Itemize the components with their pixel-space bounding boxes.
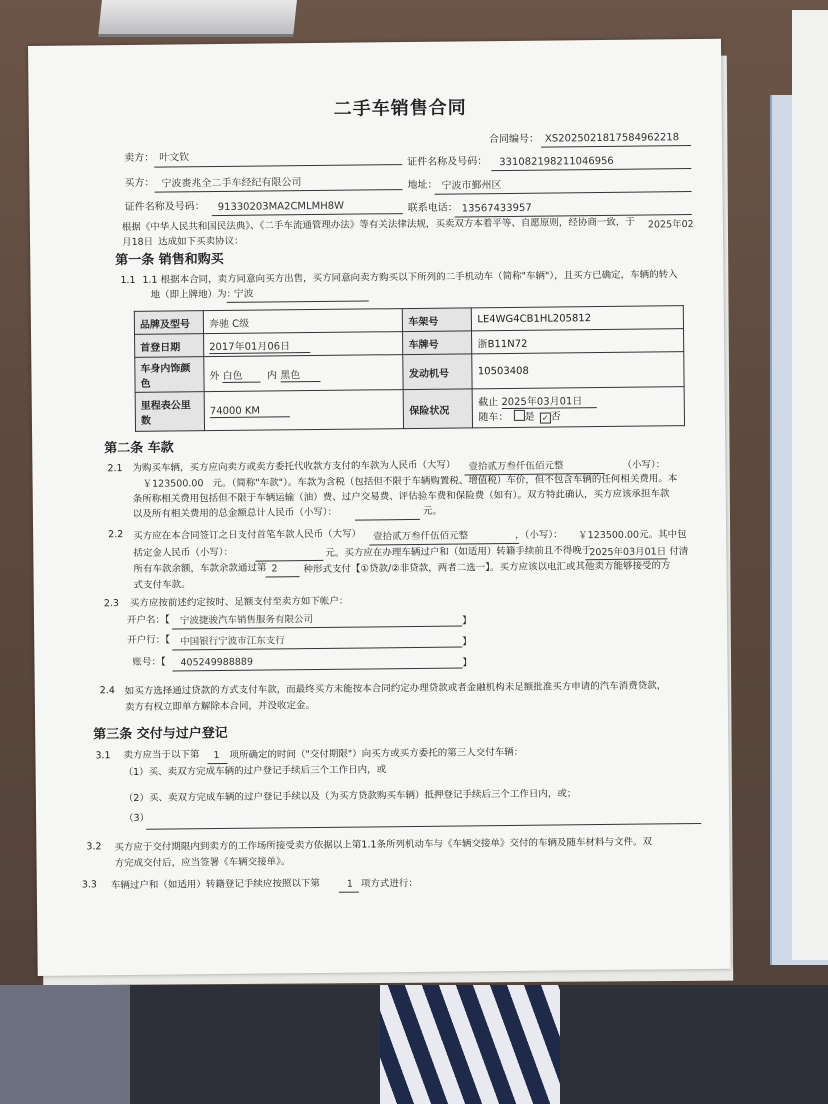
buyer-phone: 13567433957 <box>461 202 532 215</box>
color-label: 车身内饰颜色 <box>135 357 204 393</box>
checkbox-no[interactable]: ✓ <box>540 412 551 423</box>
insurance-label: 保险状况 <box>404 389 473 429</box>
all-fees-line <box>355 519 420 521</box>
clause-3-3-number: 3.3 <box>81 879 97 891</box>
section3-heading: 第三条 交付与过户登记 <box>93 725 228 743</box>
account-name-label: 开户名：【 <box>126 614 170 626</box>
checkbox-yes[interactable] <box>513 409 524 420</box>
buyer-name: 宁波赉兆全二手车经纪有限公司 <box>161 177 302 190</box>
buyer-addr: 宁波市鄞州区 <box>441 180 502 192</box>
account-bank: 中国银行宁波市江东支行 <box>180 635 285 648</box>
seller-id-label: 证件名称及号码： <box>407 156 488 169</box>
seller-label: 卖方： <box>124 152 155 164</box>
payment-way: 2 <box>271 563 278 575</box>
total-price-small-label: （小写）： <box>622 459 666 471</box>
clause-1-1-text-2: 地（即上牌地）为： <box>150 288 237 301</box>
clause-2-2-text-2-end: 付清 <box>669 546 689 558</box>
clause-2-1-text: 为购买车辆，买方应向卖方或卖方委托代收款方支付的车款为人民币（大写） <box>132 459 456 474</box>
engine-label: 发动机号 <box>403 354 472 390</box>
seller-line <box>154 164 402 168</box>
deposit-line <box>255 560 323 562</box>
binder-clip <box>98 0 297 37</box>
total-price-number: ￥123500.00 <box>142 478 204 490</box>
first-pay-words-line <box>369 543 519 546</box>
transfer-choice: 1 <box>346 878 353 890</box>
paper-stack-edge <box>792 10 828 960</box>
first-pay-small-label: ，（小写）： <box>515 529 563 541</box>
vehicle-table <box>134 305 685 432</box>
clause-1-1-text: 1.1 根据本合同，卖方同意向买方出售，买方同意向卖方购买以下所列的二手机动车（简称"车辆"），且买方已确定，车辆的转入 <box>142 269 678 286</box>
ins-until-prefix: 截止 <box>478 396 499 408</box>
mileage-value <box>204 390 404 431</box>
clause-2-1-number: 2.1 <box>107 463 123 475</box>
account-no-label: 账号：【 <box>132 656 166 668</box>
ins-follow-label: 随车： <box>478 411 509 423</box>
clause-3-3-text-end: 项方式进行： <box>360 877 418 890</box>
mileage-label: 里程表公里数 <box>135 392 204 432</box>
delivery-option-3: （3） <box>124 812 150 825</box>
account-bank-close: 】 <box>462 636 472 648</box>
clause-2-2-text-3-end: 种形式支付【①贷款/②非贷款，两者二选一】。买方应该以电汇或其他卖方能够接受的方 <box>303 560 671 576</box>
clause-3-2-number: 3.2 <box>86 841 102 853</box>
color-out: 白色 <box>223 370 261 382</box>
phone-label: 联系电话： <box>407 202 458 215</box>
clause-1-1-number: 1.1 <box>120 274 136 287</box>
buyer-label: 买方： <box>124 177 155 189</box>
clause-2-2-text: 买方应在本合同签订之日支付首笔车款人民币（大写） <box>133 528 362 542</box>
color-in-prefix: 内 <box>266 369 278 382</box>
first-pay-words: 壹拾贰万叁仟伍佰元整 <box>373 530 469 543</box>
intro-text: 根据《中华人民共和国民法典》、《二手车流通管理办法》等有关法律法规，买卖双方本着平等、自愿原则，经协商一致，于 <box>121 216 635 234</box>
account-name-close: 】 <box>461 615 472 627</box>
vin-label: 车架号 <box>403 308 472 332</box>
plate-label: 车牌号 <box>403 331 472 355</box>
clause-2-2-text-2: 括定金人民币（小写）： <box>133 546 234 559</box>
reg-date: 2017年01月06日 <box>209 341 310 354</box>
color-value <box>204 355 404 392</box>
delivery-choice: 1 <box>213 750 220 762</box>
clause-2-1-text-3: 条所称相关费用包括但不限于车辆运输（油）费、过户交易费、评估验车费和保险费（如有）。双方特此确认，买方应该承担车款 <box>132 488 670 505</box>
clause-2-3-number: 2.3 <box>103 598 120 610</box>
account-no-close: 】 <box>462 657 473 669</box>
brand-value <box>203 309 403 334</box>
table-row <box>135 387 684 432</box>
first-pay-number: ￥123500.00 <box>578 529 640 542</box>
register-place: 宁波 <box>233 288 254 300</box>
contract-no-label: 合同编号： <box>488 133 540 146</box>
clause-2-4-number: 2.4 <box>99 685 115 697</box>
vin-value: LE4WG4CB1HL205812 <box>472 306 684 331</box>
delivery-option-2: （2）买、卖双方完成车辆的过户登记手续以及（为买方贷款购买车辆）抵押登记手续后三个工作日内，或； <box>123 788 577 805</box>
seller-id: 331082198211046956 <box>499 155 614 169</box>
brand: 奔驰 C级 <box>208 318 250 330</box>
payment-way-line <box>266 576 300 577</box>
register-place-line <box>227 300 369 302</box>
floor-patch <box>0 985 130 1104</box>
contract-title: 二手车销售合同 <box>333 97 467 120</box>
addr-label: 地址： <box>407 179 438 192</box>
color-out-prefix: 外 <box>209 370 220 382</box>
section2-heading: 第二条 车款 <box>104 440 174 457</box>
clause-2-1-text-2: 元。（简称"车款"）。车款为含税（包括但不限于车辆购置税、增值税）车价，但不包含车辆的任何相关费用。本 <box>212 473 678 490</box>
reg-value <box>204 332 404 357</box>
plate-value: 浙B11N72 <box>472 329 684 354</box>
intro-text-2: 达成如下买卖协议： <box>158 235 244 248</box>
total-price-words: 壹拾贰万叁仟伍佰元整 <box>468 460 564 473</box>
clause-2-2-text-2b: 元。买方应在办理车辆过户和（如适用）转籍手续前且不得晚于 <box>325 545 592 559</box>
intro-date-a: 2025年02 <box>647 219 694 231</box>
brand-label: 品牌及型号 <box>134 311 203 335</box>
section1-heading: 第一条 销售和购买 <box>115 251 224 269</box>
striped-cloth <box>380 985 560 1104</box>
intro-date-b: 月18日 <box>122 236 154 249</box>
insurance-value <box>473 387 685 428</box>
color-in: 黑色 <box>280 369 320 381</box>
ins-yes: 是 <box>524 411 535 423</box>
clause-2-1-end: 元。 <box>422 505 442 517</box>
balance-deadline: 2025年03月01日 <box>589 546 667 559</box>
clause-3-2-text-2: 方完成交付后，应当签署《车辆交接单》。 <box>114 856 291 870</box>
reg-label: 首登日期 <box>135 334 204 358</box>
clause-2-2-text-4: 式支付车款。 <box>133 579 191 591</box>
clause-3-1-number: 3.1 <box>95 750 111 762</box>
transfer-choice-line <box>339 892 359 893</box>
delivery-option-1: （1）买、卖双方完成车辆的过户登记手续后三个工作日内，或 <box>123 764 387 779</box>
clause-3-1-text-end: 项所确定的时间（"交付期限"）向买方或买方委托的第三人交付车辆： <box>229 746 524 761</box>
buyer-id: 91330203MA2CMLMH8W <box>217 200 345 214</box>
buyer-id-label: 证件名称及号码： <box>124 201 205 213</box>
clause-2-2-text-a-end: 元。其中包 <box>639 529 687 541</box>
table-row <box>135 352 684 393</box>
clause-2-1-text-4: 以及所有相关费用的总金额总计人民币（小写）： <box>132 506 338 520</box>
account-bank-label: 开户行：【 <box>127 634 171 646</box>
mileage: 74000 KM <box>210 405 290 418</box>
contract-no-line <box>541 145 691 148</box>
clause-2-2-text-3: 所有车款余额，车款余款通过第 <box>133 562 267 575</box>
clause-2-4-text: 如买方选择通过贷款的方式支付车款，而最终买方未能按本合同约定办理贷款或者金融机构未足额批准买方申请的汽车消费贷款， <box>124 680 667 698</box>
ins-until: 2025年03月01日 <box>501 396 596 409</box>
seller-name: 叶文钦 <box>159 152 190 164</box>
clause-3-1-text: 卖方应当于以下第 <box>123 749 200 762</box>
clause-2-2-number: 2.2 <box>108 529 124 541</box>
contract-page <box>28 39 731 976</box>
engine-value: 10503408 <box>472 352 684 389</box>
clause-2-3-text: 买方应按前述约定按时、足额支付至卖方如下帐户： <box>129 595 349 609</box>
contract-no: XS2025021817584962218 <box>544 132 680 145</box>
clause-3-2-text: 买方应于交付期限内到卖方的工作场所接受卖方依据以上第1.1条所列机动车与《车辆交接单》交付的车辆及随车材料与文件。双 <box>114 836 653 854</box>
clause-3-3-text: 车辆过户和（如适用）转籍登记手续应按照以下第 <box>110 877 320 892</box>
clause-2-4-text-2: 卖方有权立即单方解除本合同，并没收定金。 <box>124 700 315 714</box>
delivery-option-3-line <box>146 823 701 830</box>
account-no: 405249988889 <box>180 656 254 669</box>
account-name: 宁波捷骏汽车销售服务有限公司 <box>179 614 314 627</box>
delivery-choice-line <box>208 763 228 764</box>
ins-no: 否 <box>550 410 561 423</box>
